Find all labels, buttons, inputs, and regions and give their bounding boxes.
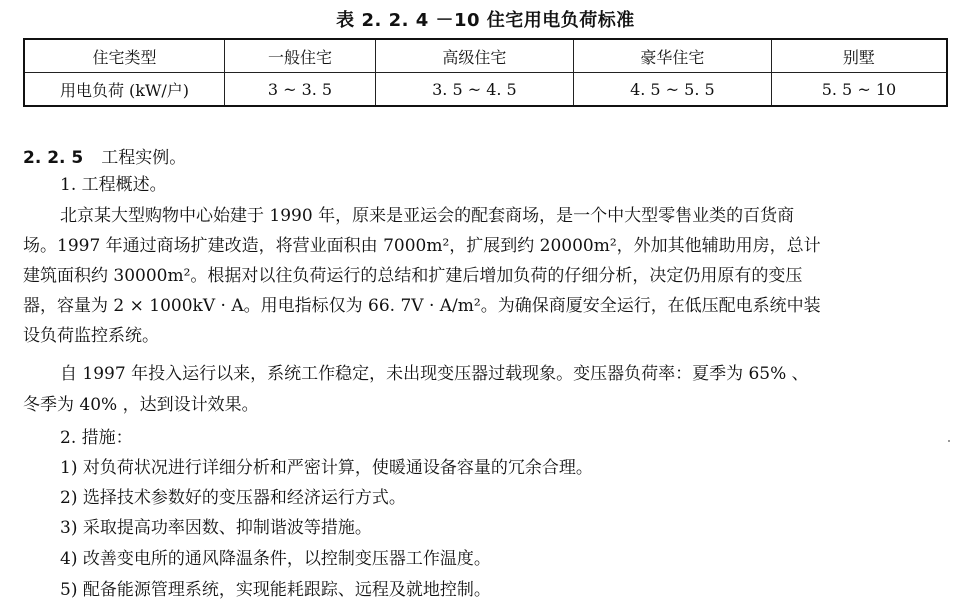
table-header-cell: 高级住宅 — [375, 39, 573, 73]
item-heading: 2. 措施： — [60, 428, 133, 448]
section-number: 2. 2. 5 — [23, 148, 84, 168]
scan-mark — [948, 440, 950, 442]
paragraph-line: 冬季为 40% ，达到设计效果。 — [23, 395, 259, 415]
table-cell: 3. 5 ~ 4. 5 — [375, 73, 573, 107]
table-cell: 5. 5 ~ 10 — [771, 73, 947, 107]
paragraph-line: 自 1997 年投入运行以来，系统工作稳定，未出现变压器过载现象。变压器负荷率：夏季为 65% 、 — [60, 364, 809, 384]
paragraph-line: 建筑面积约 30000m²。根据对以往负荷运行的总结和扩建后增加负荷的仔细分析，决定仍用原有的变压 — [23, 266, 803, 286]
table-cell: 4. 5 ~ 5. 5 — [573, 73, 771, 107]
list-item: 3) 采取提高功率因数、抑制谐波等措施。 — [60, 518, 372, 538]
table-cell: 3 ~ 3. 5 — [225, 73, 376, 107]
list-item: 4) 改善变电所的通风降温条件，以控制变压器工作温度。 — [60, 549, 491, 569]
paragraph-line: 场。1997 年通过商场扩建改造，将营业面积由 7000m²，扩展到约 20000m²，外加其他辅助用房，总计 — [23, 236, 821, 256]
paragraph-line: 器，容量为 2 × 1000kV · A。用电指标仅为 66. 7V · A/m²。为确保商厦安全运行，在低压配电系统中装 — [23, 296, 821, 316]
load-standard-table — [23, 38, 948, 107]
table-caption: 表 2. 2. 4 －10 住宅用电负荷标准 — [336, 10, 635, 31]
list-item: 1) 对负荷状况进行详细分析和严密计算，使暖通设备容量的冗余合理。 — [60, 458, 593, 478]
item-heading: 1. 工程概述。 — [60, 175, 167, 195]
section-title: 工程实例。 — [101, 148, 187, 168]
table-header-cell: 豪华住宅 — [573, 39, 771, 73]
table-cell: 用电负荷 (kW/户) — [24, 73, 225, 107]
table-row — [24, 73, 947, 107]
paragraph-line: 北京某大型购物中心始建于 1990 年，原来是亚运会的配套商场，是一个中大型零售业类的百货商 — [60, 206, 795, 226]
section-heading — [23, 143, 186, 168]
table-header-cell: 住宅类型 — [24, 39, 225, 73]
paragraph-line: 设负荷监控系统。 — [23, 326, 159, 346]
table-header-row — [24, 39, 947, 73]
list-item: 5) 配备能源管理系统，实现能耗跟踪、远程及就地控制。 — [60, 580, 491, 600]
table-header-cell: 别墅 — [771, 39, 947, 73]
list-item: 2) 选择技术参数好的变压器和经济运行方式。 — [60, 488, 406, 508]
table-header-cell: 一般住宅 — [225, 39, 376, 73]
